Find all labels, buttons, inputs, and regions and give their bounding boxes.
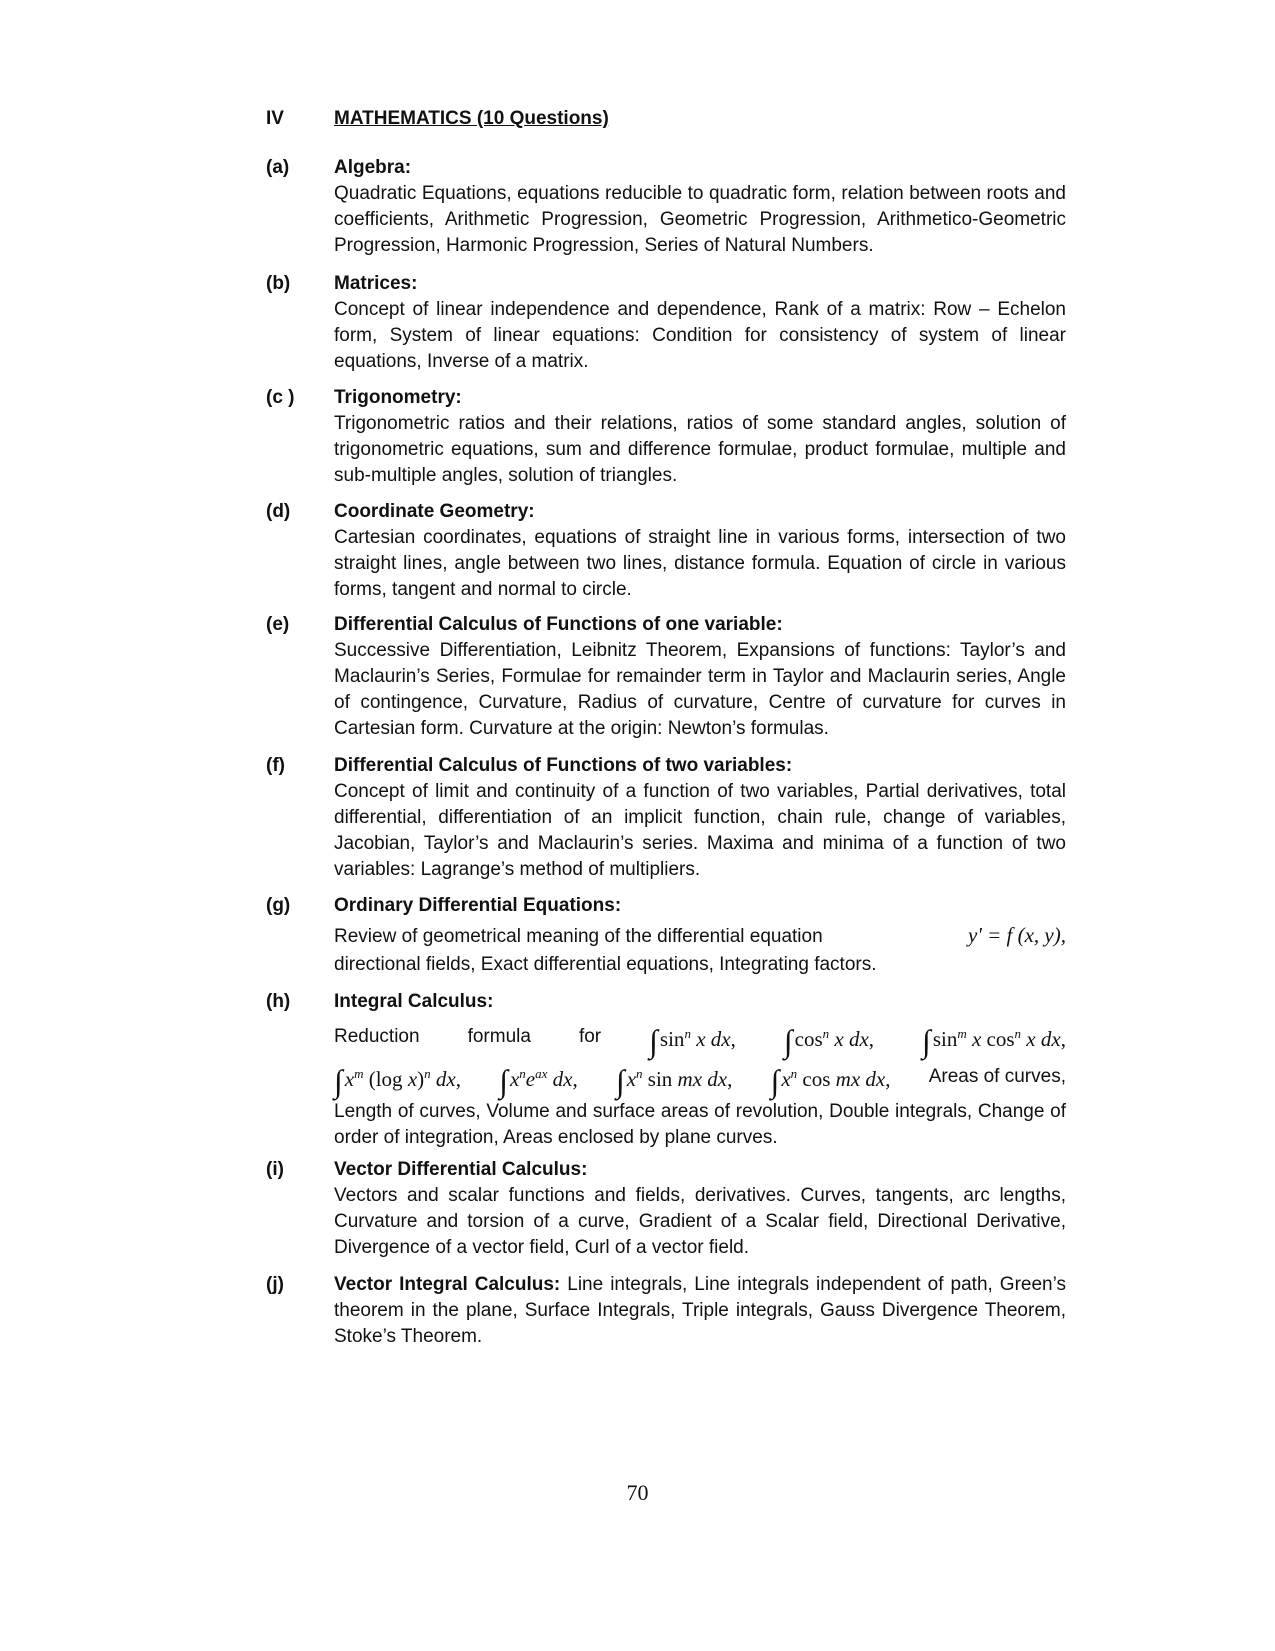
integral-sign-icon: ∫ bbox=[783, 1022, 793, 1059]
integral-formula-log: $\int x^m$ (log x)$^n$ dx, bbox=[334, 1062, 461, 1099]
topic-heading: Trigonometry: bbox=[334, 387, 462, 408]
topic-label: (i) bbox=[266, 1159, 284, 1180]
topic-body-line: Review of geometrical meaning of the differential equation bbox=[334, 926, 823, 947]
topic-differential-calculus-one-variable bbox=[266, 612, 1066, 742]
integral-sign-icon: ∫ bbox=[499, 1062, 508, 1099]
word-reduction: Reduction bbox=[334, 1026, 420, 1047]
topic-differential-calculus-two-variables bbox=[266, 753, 1066, 883]
topic-heading: Coordinate Geometry: bbox=[334, 501, 535, 522]
topic-matrices bbox=[266, 271, 1066, 375]
topic-algebra bbox=[266, 155, 1066, 259]
section-title: MATHEMATICS (10 Questions) bbox=[334, 108, 609, 129]
topic-trigonometry bbox=[266, 385, 1066, 489]
integral-sign-icon: ∫ bbox=[334, 1062, 343, 1099]
word-formula: formula bbox=[467, 1026, 531, 1047]
integral-sign-icon: ∫ bbox=[770, 1062, 780, 1099]
topic-heading: Algebra: bbox=[334, 157, 412, 178]
topic-label: (h) bbox=[266, 991, 291, 1012]
topic-heading: Matrices: bbox=[334, 273, 418, 294]
topic-heading: Vector Differential Calculus: bbox=[334, 1159, 588, 1180]
integral-formula-cos-n: $\int\cos^n$ x dx, bbox=[783, 1022, 875, 1059]
integral-sign-icon: ∫ bbox=[922, 1022, 931, 1059]
topic-ordinary-differential-equations bbox=[266, 893, 1066, 978]
topic-label: (g) bbox=[266, 895, 291, 916]
topic-body: Successive Differentiation, Leibnitz Theorem, Expansions of functions: Taylor’s and Maclaurin’s Series, Formulae for remainder term in Taylor and Maclaurin series, Angle of contingence, Curvature, Radius of curvature, Centre of curvature for curves in Cartesian form. Curvature at the origin: Newton’s formulas. bbox=[334, 640, 1066, 739]
integral-formula-cos-mx: $\int x^n$ cos mx dx, bbox=[770, 1062, 891, 1099]
topic-body: Concept of limit and continuity of a function of two variables, Partial derivatives, total differential, differentiation of an implicit function, chain rule, change of variables, Jacobian, Taylor’s and Maclaurin’s series. Maxima and minima of a function of two variables: Lagrange’s method of multipliers. bbox=[334, 781, 1066, 880]
integral-formula-sin-mx: $\int x^n$ sin mx dx, bbox=[615, 1062, 733, 1099]
topic-body: Quadratic Equations, equations reducible to quadratic form, relation between roots and coefficients, Arithmetic Progression, Geometric Progression, Arithmetico-Geometric Progression, Harmonic Progression, Series of Natural Numbers. bbox=[334, 183, 1066, 256]
topic-heading: Integral Calculus: bbox=[334, 991, 494, 1012]
topic-vector-integral-calculus bbox=[266, 1272, 1066, 1350]
word-for: for bbox=[578, 1026, 602, 1047]
integral-formula-sin-n: $\int\sin^n$ x dx, bbox=[649, 1022, 736, 1059]
topic-label: (j) bbox=[266, 1274, 284, 1295]
topic-body: Line integrals, Line integrals independent of path, Green’s theorem in the plane, Surface Integrals, Triple integrals, Gauss Divergence Theorem, Stoke’s Theorem. bbox=[334, 1274, 1066, 1347]
integral-sign-icon: ∫ bbox=[615, 1062, 625, 1099]
topic-label: (e) bbox=[266, 614, 290, 635]
topic-vector-differential-calculus bbox=[266, 1157, 1066, 1261]
topic-coordinate-geometry bbox=[266, 499, 1066, 603]
differential-equation: y' = f (x, y), bbox=[968, 923, 1066, 947]
integral-formula-exp: $\int x^ne^{ax}$ dx, bbox=[499, 1062, 578, 1099]
topic-heading: Ordinary Differential Equations: bbox=[334, 895, 622, 916]
trailing-text: Areas of curves, bbox=[928, 1066, 1066, 1087]
topic-label: (b) bbox=[266, 273, 291, 294]
topic-heading: Differential Calculus of Functions of one variable: bbox=[334, 614, 783, 635]
topic-label: (f) bbox=[266, 755, 285, 776]
section-number: IV bbox=[266, 108, 284, 129]
topic-body: Concept of linear independence and dependence, Rank of a matrix: Row – Echelon form, System of linear equations: Condition for consistency of system of linear equations, Inverse of a matrix. bbox=[334, 299, 1066, 372]
topic-body: Trigonometric ratios and their relations, ratios of some standard angles, solution of trigonometric equations, sum and difference formulae, product formulae, multiple and sub-multiple angles, solution of triangles. bbox=[334, 413, 1066, 486]
topic-body: Length of curves, Volume and surface areas of revolution, Double integrals, Change of order of integration, Areas enclosed by plane curves. bbox=[334, 1101, 1066, 1148]
integral-sign-icon: ∫ bbox=[649, 1022, 658, 1059]
page-number: 70 bbox=[626, 1480, 649, 1505]
topic-label: (c ) bbox=[266, 387, 295, 408]
topic-label: (d) bbox=[266, 501, 291, 522]
topic-body: Cartesian coordinates, equations of straight line in various forms, intersection of two straight lines, angle between two lines, distance formula. Equation of circle in various forms, tangent and normal to circle. bbox=[334, 527, 1066, 600]
topic-integral-calculus bbox=[266, 989, 1066, 1151]
topic-body-line: directional fields, Exact differential equations, Integrating factors. bbox=[334, 954, 877, 975]
topic-heading: Vector Integral Calculus: bbox=[334, 1274, 561, 1295]
integral-formula-sin-m-cos-n: $\int\sin^m$ x $\cos^n x$ dx, bbox=[922, 1022, 1066, 1059]
topic-body: Vectors and scalar functions and fields, derivatives. Curves, tangents, arc lengths, Curvature and torsion of a curve, Gradient of a Scalar field, Directional Derivative, Divergence of a vector field, Curl of a vector field. bbox=[334, 1185, 1066, 1258]
topic-label: (a) bbox=[266, 157, 290, 178]
topic-heading: Differential Calculus of Functions of two variables: bbox=[334, 755, 793, 776]
